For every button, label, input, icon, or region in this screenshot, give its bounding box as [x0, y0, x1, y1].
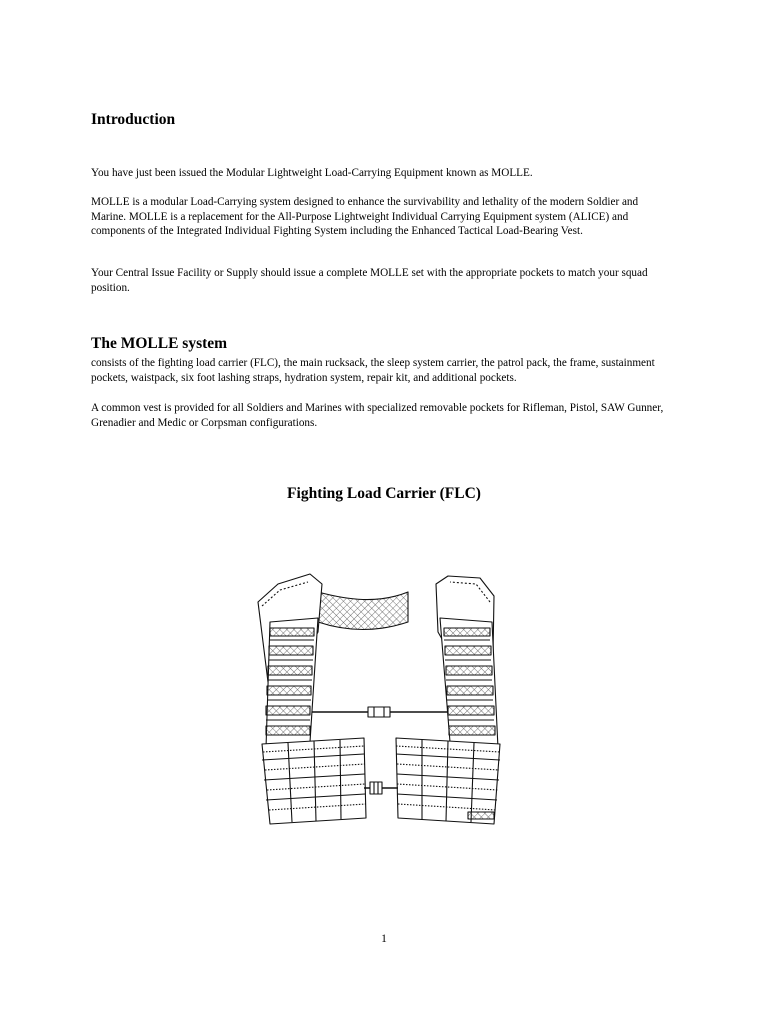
page-number: 1	[381, 933, 387, 945]
molle-paragraph-1: consists of the fighting load carrier (FLC), the main rucksack, the sleep system carrier, the patrol pack, the frame, sustainment pockets, waistpack, six foot lashing straps, hydration system, repair kit, and additional pockets.	[91, 357, 655, 384]
figure-title: Fighting Load Carrier (FLC)	[287, 485, 481, 502]
molle-system-heading: The MOLLE system	[91, 335, 228, 352]
introduction-heading: Introduction	[91, 111, 176, 128]
molle-paragraph-2: A common vest is provided for all Soldiers and Marines with specialized removable pockets for Rifleman, Pistol, SAW Gunner, Grenadier and Medic or Corpsman configurations.	[91, 402, 664, 429]
vest-illustration	[248, 562, 520, 830]
intro-paragraph-3: Your Central Issue Facility or Supply should issue a complete MOLLE set with the appropriate pockets to match your squad position.	[91, 267, 648, 294]
intro-paragraph-2: MOLLE is a modular Load-Carrying system designed to enhance the survivability and lethality of the modern Soldier and Marine. MOLLE is a replacement for the All-Purpose Lightweight Individual Carrying Equipment system (ALICE) and components of the Integrated Individual Fighting System including the Enhanced Tactical Load-Bearing Vest.	[91, 196, 639, 237]
intro-paragraph-1: You have just been issued the Modular Lightweight Load-Carrying Equipment known as MOLLE.	[91, 167, 533, 179]
